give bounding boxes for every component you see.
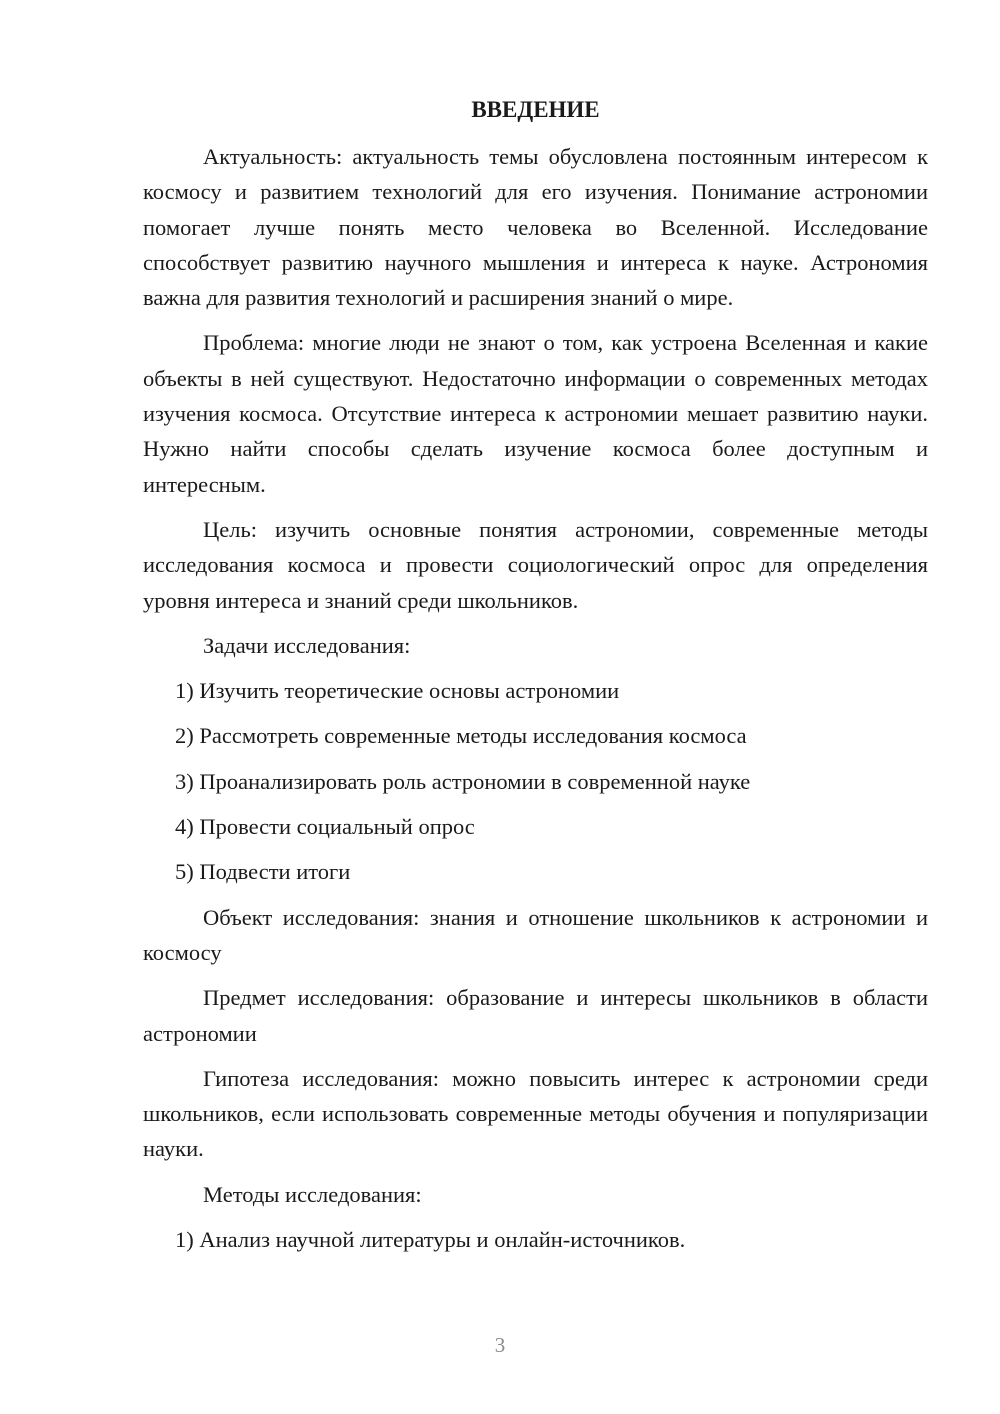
methods-list (143, 1222, 928, 1257)
hypothesis-paragraph: Гипотеза исследования: можно повысить интерес к астрономии среди школьников, если использовать современные методы обучения и популяризации науки. (143, 1065, 928, 1162)
page-number: 3 (494, 1333, 506, 1357)
goal-paragraph: Цель: изучить основные понятия астрономии, современные методы исследования космоса и провести социологический опрос для определения уровня интереса и знаний среди школьников. (143, 516, 928, 613)
task-item: 1) Изучить теоретические основы астрономии (175, 678, 620, 704)
problem-paragraph: Проблема: многие люди не знают о том, как устроена Вселенная и какие объекты в ней существуют. Недостаточно информации о современных методах изучения космоса. Отсутствие интереса к астрономии мешает развитию науки. Нужно найти способы сделать изучение космоса более доступным и интересным. (143, 330, 928, 497)
document-page (143, 92, 928, 1267)
document-title: ВВЕДЕНИЕ (471, 97, 600, 122)
object-paragraph: Объект исследования: знания и отношение школьников к астрономии и космосу (143, 904, 928, 965)
relevance-paragraph: Актуальность: актуальность темы обусловлена постоянным интересом к космосу и развитием технологий для его изучения. Понимание астрономии помогает лучше понять место человека во Вселенной. Исследование способствует развитию научного мышления и интереса к науке. Астрономия важна для развития технологий и расширения знаний о мире. (143, 144, 928, 311)
tasks-heading: Задачи исследования: (203, 632, 411, 658)
tasks-list (143, 673, 928, 889)
task-item: 2) Рассмотреть современные методы исследования космоса (175, 723, 747, 749)
task-item: 3) Проанализировать роль астрономии в современной науке (175, 768, 751, 794)
task-item: 4) Провести социальный опрос (175, 814, 475, 840)
methods-heading: Методы исследования: (203, 1181, 422, 1207)
method-item: 1) Анализ научной литературы и онлайн-источников. (175, 1227, 686, 1253)
subject-paragraph: Предмет исследования: образование и интересы школьников в области астрономии (143, 985, 928, 1046)
task-item: 5) Подвести итоги (175, 859, 351, 885)
